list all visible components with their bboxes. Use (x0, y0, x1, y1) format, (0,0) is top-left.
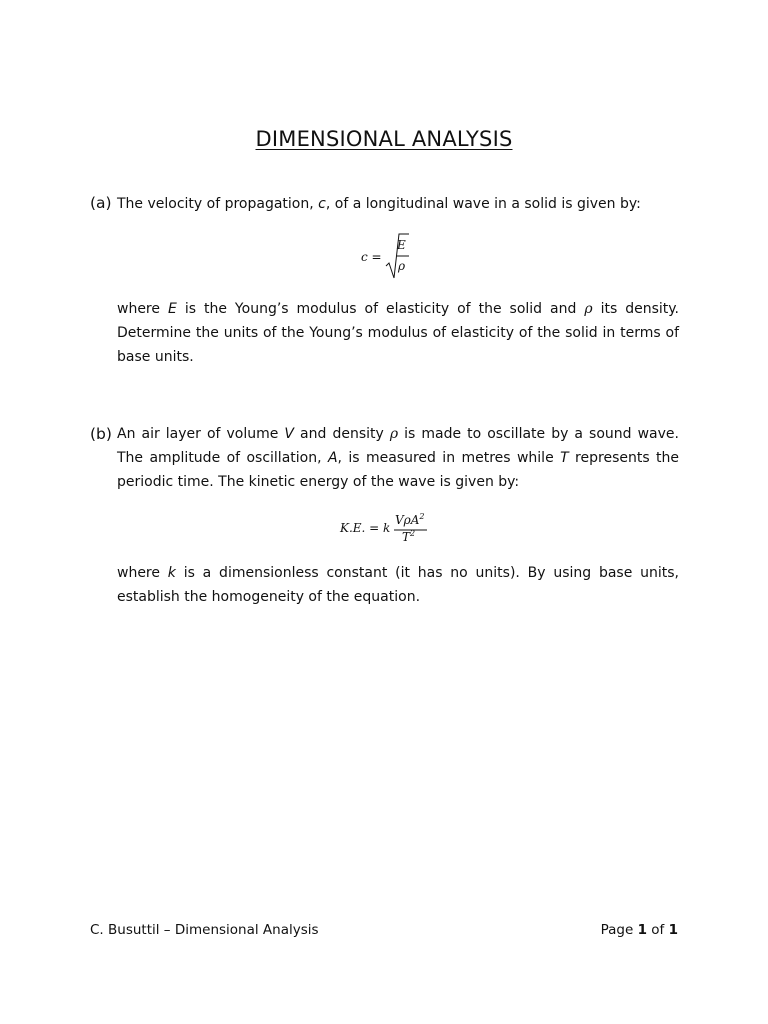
fraction-bar-icon (338, 508, 438, 548)
question-a-label: (a) (90, 194, 112, 212)
question-b-intro-text-1: An air layer of volume (117, 426, 285, 442)
variable-c: c (318, 196, 326, 212)
variable-rho: ρ (389, 426, 399, 442)
footer-page-number (601, 922, 678, 938)
question-b-intro-text-3: is made to oscillate by a sound wave. The amplitude of oscillation, (117, 426, 679, 466)
equation-b-lhs: K.E. = k (340, 521, 391, 535)
equation-b-numerator-base: VρA (395, 513, 420, 527)
question-a-body-text-3: its density. Determine the units of the Young’s modulus of elasticity of the solid in terms of base units. (117, 301, 680, 365)
page-current: 1 (637, 922, 647, 938)
variable-V: V (284, 426, 294, 442)
variable-T: T (560, 450, 569, 466)
question-b-body-text-2: is a dimensionless constant (it has no units). By using base units, establish the homogeneity of the equation. (117, 565, 679, 605)
page-prefix: Page (600, 922, 638, 938)
question-a-body-text-2: is the Young’s modulus of elasticity of the solid and (176, 301, 585, 317)
variable-k: k (167, 565, 176, 581)
question-b-intro-text-2: and density (294, 426, 390, 442)
equation-b-denominator (402, 529, 415, 544)
equation-b-denominator-exponent: 2 (410, 529, 416, 538)
equation-b (338, 508, 438, 548)
sqrt-radical-icon (355, 232, 425, 280)
variable-A: A (327, 450, 338, 466)
page-total: 1 (668, 922, 678, 938)
equation-a-lhs: c = (361, 250, 382, 264)
equation-a-denominator: ρ (398, 259, 406, 273)
footer-author: C. Busuttil – Dimensional Analysis (90, 922, 319, 938)
page-title-text: DIMENSIONAL ANALYSIS (255, 127, 513, 151)
question-b-intro-text-4: , is measured in metres while (337, 450, 561, 466)
equation-b-numerator-exponent: 2 (419, 512, 425, 521)
equation-a (355, 232, 425, 280)
question-a-intro (117, 192, 679, 216)
equation-a-numerator: E (397, 238, 406, 252)
question-a-body-text-1: where (117, 301, 168, 317)
question-a-body (117, 297, 679, 369)
question-a-intro-text-1: The velocity of propagation, (117, 196, 319, 212)
variable-rho: ρ (584, 301, 593, 317)
equation-b-denominator-base: T (402, 530, 411, 544)
question-b-body (117, 561, 679, 609)
question-a-intro-text-2: , of a longitudinal wave in a solid is given by: (325, 196, 641, 212)
question-b-intro-text-5: represents the periodic time. The kinetic energy of the wave is given by: (117, 450, 680, 490)
page-of: of (646, 922, 669, 938)
question-b-intro (117, 422, 679, 494)
question-b-label: (b) (90, 425, 112, 443)
variable-E: E (167, 301, 177, 317)
page-title (0, 127, 768, 151)
question-b-body-text-1: where (117, 565, 168, 581)
